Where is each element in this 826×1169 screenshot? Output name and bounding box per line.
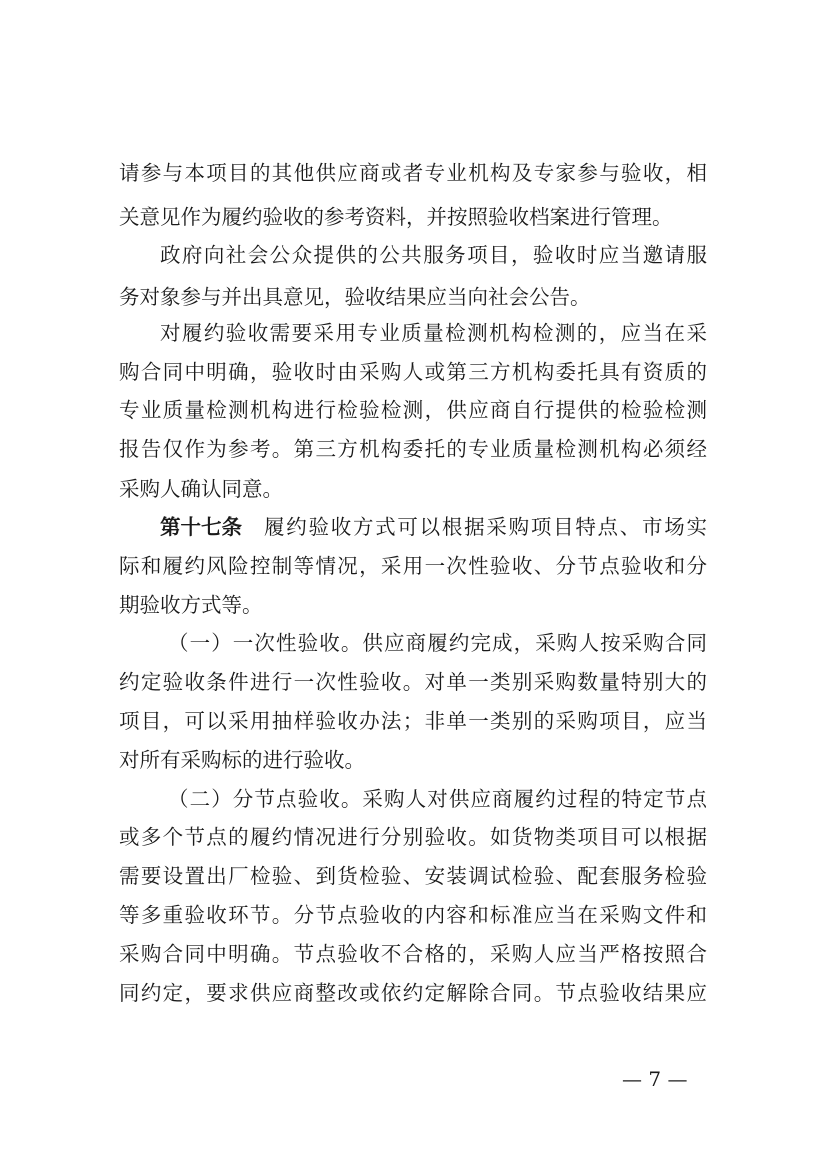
paragraph-line: 采购合同中明确。节点验收不合格的，采购人应当严格按照合	[119, 942, 707, 966]
paragraph-line: 务对象参与并出具意见，验收结果应当向社会公告。	[119, 285, 591, 309]
paragraph-line: 政府向社会公众提供的公共服务项目，验收时应当邀请服	[160, 243, 707, 267]
paragraph-line: 关意见作为履约验收的参考资料，并按照验收档案进行管理。	[119, 205, 673, 229]
paragraph-line: 对所有采购标的进行验收。	[119, 748, 365, 772]
paragraph-line: 请参与本项目的其他供应商或者专业机构及专家参与验收，相	[119, 161, 707, 185]
paragraph-line: 购合同中明确，验收时由采购人或第三方机构委托具有资质的	[119, 360, 707, 384]
paragraph-line: 或多个节点的履约情况进行分别验收。如货物类项目可以根据	[119, 825, 707, 849]
paragraph-line: 需要设置出厂检验、到货检验、安装调试检验、配套服务检验	[119, 864, 707, 888]
paragraph-line: （二）分节点验收。采购人对供应商履约过程的特定节点	[168, 787, 707, 811]
paragraph-line: 项目，可以采用抽样验收办法；非单一类别的采购项目，应当	[119, 709, 707, 733]
article-heading: 第十七条	[160, 515, 242, 539]
paragraph-line: 约定验收条件进行一次性验收。对单一类别采购数量特别大的	[119, 670, 707, 694]
paragraph-line: 期验收方式等。	[119, 593, 263, 617]
paragraph-line: 等多重验收环节。分节点验收的内容和标准应当在采购文件和	[119, 903, 707, 927]
page-number: — 7 —	[622, 1067, 688, 1091]
paragraph-line: 对履约验收需要采用专业质量检测机构检测的，应当在采	[160, 321, 707, 345]
article-17-line	[160, 514, 707, 540]
paragraph-line: 履约验收方式可以根据采购项目特点、市场实	[264, 515, 707, 539]
paragraph-line: 际和履约风险控制等情况，采用一次性验收、分节点验收和分	[119, 554, 707, 578]
paragraph-line: 报告仅作为参考。第三方机构委托的专业质量检测机构必须经	[119, 437, 707, 461]
paragraph-line: 专业质量检测机构进行检验检测，供应商自行提供的检验检测	[119, 398, 707, 422]
paragraph-line: 同约定，要求供应商整改或依约定解除合同。节点验收结果应	[119, 981, 707, 1005]
paragraph-line: （一）一次性验收。供应商履约完成，采购人按采购合同	[168, 631, 707, 655]
paragraph-line: 采购人确认同意。	[119, 477, 283, 501]
